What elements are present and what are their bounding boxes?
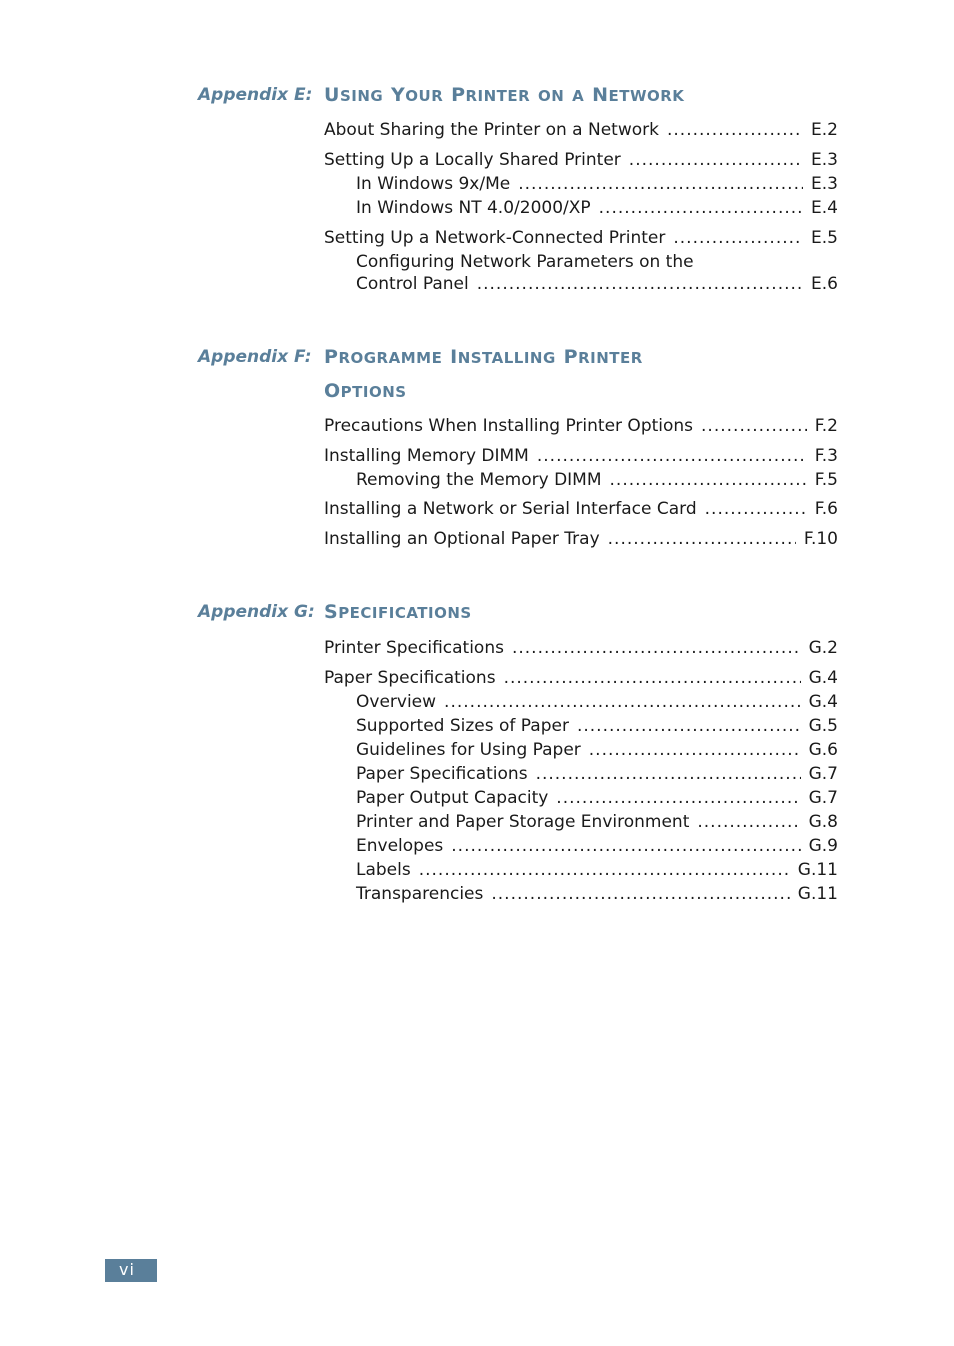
appendix-g-label: Appendix G: <box>198 602 315 622</box>
toc-entry-page: G.2 <box>808 638 838 658</box>
toc-subentry[interactable] <box>356 272 838 296</box>
leader-dots <box>629 148 803 172</box>
toc-entry-text: Setting Up a Network-Connected Printer <box>324 228 666 248</box>
leader-dots <box>536 762 801 786</box>
toc-entry-text: Paper Specifications <box>324 668 496 688</box>
toc-entry-page: G.11 <box>797 860 838 880</box>
toc-entry-text: About Sharing the Printer on a Network <box>324 120 659 140</box>
toc-entry-page: G.9 <box>808 836 838 856</box>
appendix-e-title: using your printer on a network <box>324 77 685 108</box>
toc-entry-page: E.5 <box>811 228 838 248</box>
toc-entry-page: G.11 <box>797 884 838 904</box>
toc-entry-page: G.8 <box>808 812 838 832</box>
toc-entry-page: G.4 <box>808 668 838 688</box>
leader-dots <box>518 172 803 196</box>
leader-dots <box>667 118 803 142</box>
toc-entry[interactable] <box>324 666 838 690</box>
leader-dots <box>610 468 807 492</box>
toc-entry[interactable] <box>324 118 838 142</box>
toc-subentry[interactable] <box>356 468 838 492</box>
toc-entry-page: F.2 <box>814 416 838 436</box>
toc-entry[interactable] <box>324 444 838 468</box>
toc-entry-text: Control Panel <box>356 274 469 294</box>
leader-dots <box>608 527 796 551</box>
toc-entry-page: G.7 <box>808 788 838 808</box>
toc-subentry-line1: Configuring Network Parameters on the <box>356 252 694 272</box>
toc-subentry[interactable] <box>356 196 838 220</box>
leader-dots <box>697 810 800 834</box>
toc-entry-text: Precautions When Installing Printer Options <box>324 416 694 436</box>
toc-entry-text: In Windows 9x/Me <box>356 174 511 194</box>
toc-entry-text: Setting Up a Locally Shared Printer <box>324 150 621 170</box>
toc-subentry[interactable] <box>356 882 838 906</box>
toc-entry-text: Installing Memory DIMM <box>324 446 529 466</box>
leader-dots <box>589 738 801 762</box>
appendix-e-label: Appendix E: <box>198 85 313 105</box>
toc-entry[interactable] <box>324 148 838 172</box>
toc-entry-page: G.5 <box>808 716 838 736</box>
leader-dots <box>577 714 801 738</box>
toc-entry[interactable] <box>324 636 838 660</box>
toc-subentry[interactable] <box>356 786 838 810</box>
toc-entry-text: Overview <box>356 692 437 712</box>
toc-entry[interactable] <box>324 527 838 551</box>
toc-entry[interactable] <box>324 497 838 521</box>
toc-entry-text: Paper Specifications <box>356 764 528 784</box>
toc-entry-text: Removing the Memory DIMM <box>356 470 602 490</box>
leader-dots <box>512 636 801 660</box>
toc-entry-page: E.3 <box>811 174 838 194</box>
toc-entry-page: G.7 <box>808 764 838 784</box>
toc-entry-page: F.3 <box>814 446 838 466</box>
toc-entry-page: E.3 <box>811 150 838 170</box>
toc-entry-page: E.4 <box>811 198 838 218</box>
toc-entry-page: F.10 <box>803 529 838 549</box>
toc-entry-page: F.5 <box>814 470 838 490</box>
leader-dots <box>556 786 800 810</box>
leader-dots <box>451 834 800 858</box>
toc-entry-page: E.6 <box>811 274 838 294</box>
toc-subentry[interactable] <box>356 714 838 738</box>
appendix-f-title-line1: programme installing printer <box>324 339 643 370</box>
toc-entry-page: G.6 <box>808 740 838 760</box>
leader-dots <box>491 882 789 906</box>
appendix-g-title: specifications <box>324 594 472 625</box>
toc-entry-text: Labels <box>356 860 411 880</box>
page-number-tab: vi <box>105 1259 157 1282</box>
leader-dots <box>705 497 807 521</box>
appendix-f-title-line2: options <box>324 373 407 404</box>
leader-dots <box>504 666 801 690</box>
toc-subentry[interactable] <box>356 834 838 858</box>
leader-dots <box>419 858 790 882</box>
toc-subentry[interactable] <box>356 858 838 882</box>
leader-dots <box>444 690 801 714</box>
toc-entry-text: Envelopes <box>356 836 444 856</box>
toc-entry-text: Printer Specifications <box>324 638 504 658</box>
toc-subentry[interactable] <box>356 810 838 834</box>
leader-dots <box>537 444 807 468</box>
toc-entry-page: F.6 <box>814 499 838 519</box>
toc-subentry[interactable] <box>356 762 838 786</box>
toc-subentry[interactable] <box>356 690 838 714</box>
toc-subentry[interactable] <box>356 738 838 762</box>
leader-dots <box>673 226 803 250</box>
appendix-f-label: Appendix F: <box>198 347 312 367</box>
toc-entry[interactable] <box>324 414 838 438</box>
toc-entry-text: Transparencies <box>356 884 484 904</box>
toc-subentry[interactable] <box>356 172 838 196</box>
toc-entry-text: Supported Sizes of Paper <box>356 716 569 736</box>
leader-dots <box>701 414 807 438</box>
leader-dots <box>477 272 803 296</box>
toc-entry-text: In Windows NT 4.0/2000/XP <box>356 198 591 218</box>
toc-entry-text: Guidelines for Using Paper <box>356 740 581 760</box>
toc-entry-page: E.2 <box>811 120 838 140</box>
toc-entry-page: G.4 <box>808 692 838 712</box>
toc-entry-text: Installing an Optional Paper Tray <box>324 529 600 549</box>
toc-entry-text: Printer and Paper Storage Environment <box>356 812 690 832</box>
leader-dots <box>599 196 803 220</box>
toc-entry-text: Paper Output Capacity <box>356 788 549 808</box>
toc-entry[interactable] <box>324 226 838 250</box>
toc-entry-text: Installing a Network or Serial Interface Card <box>324 499 697 519</box>
